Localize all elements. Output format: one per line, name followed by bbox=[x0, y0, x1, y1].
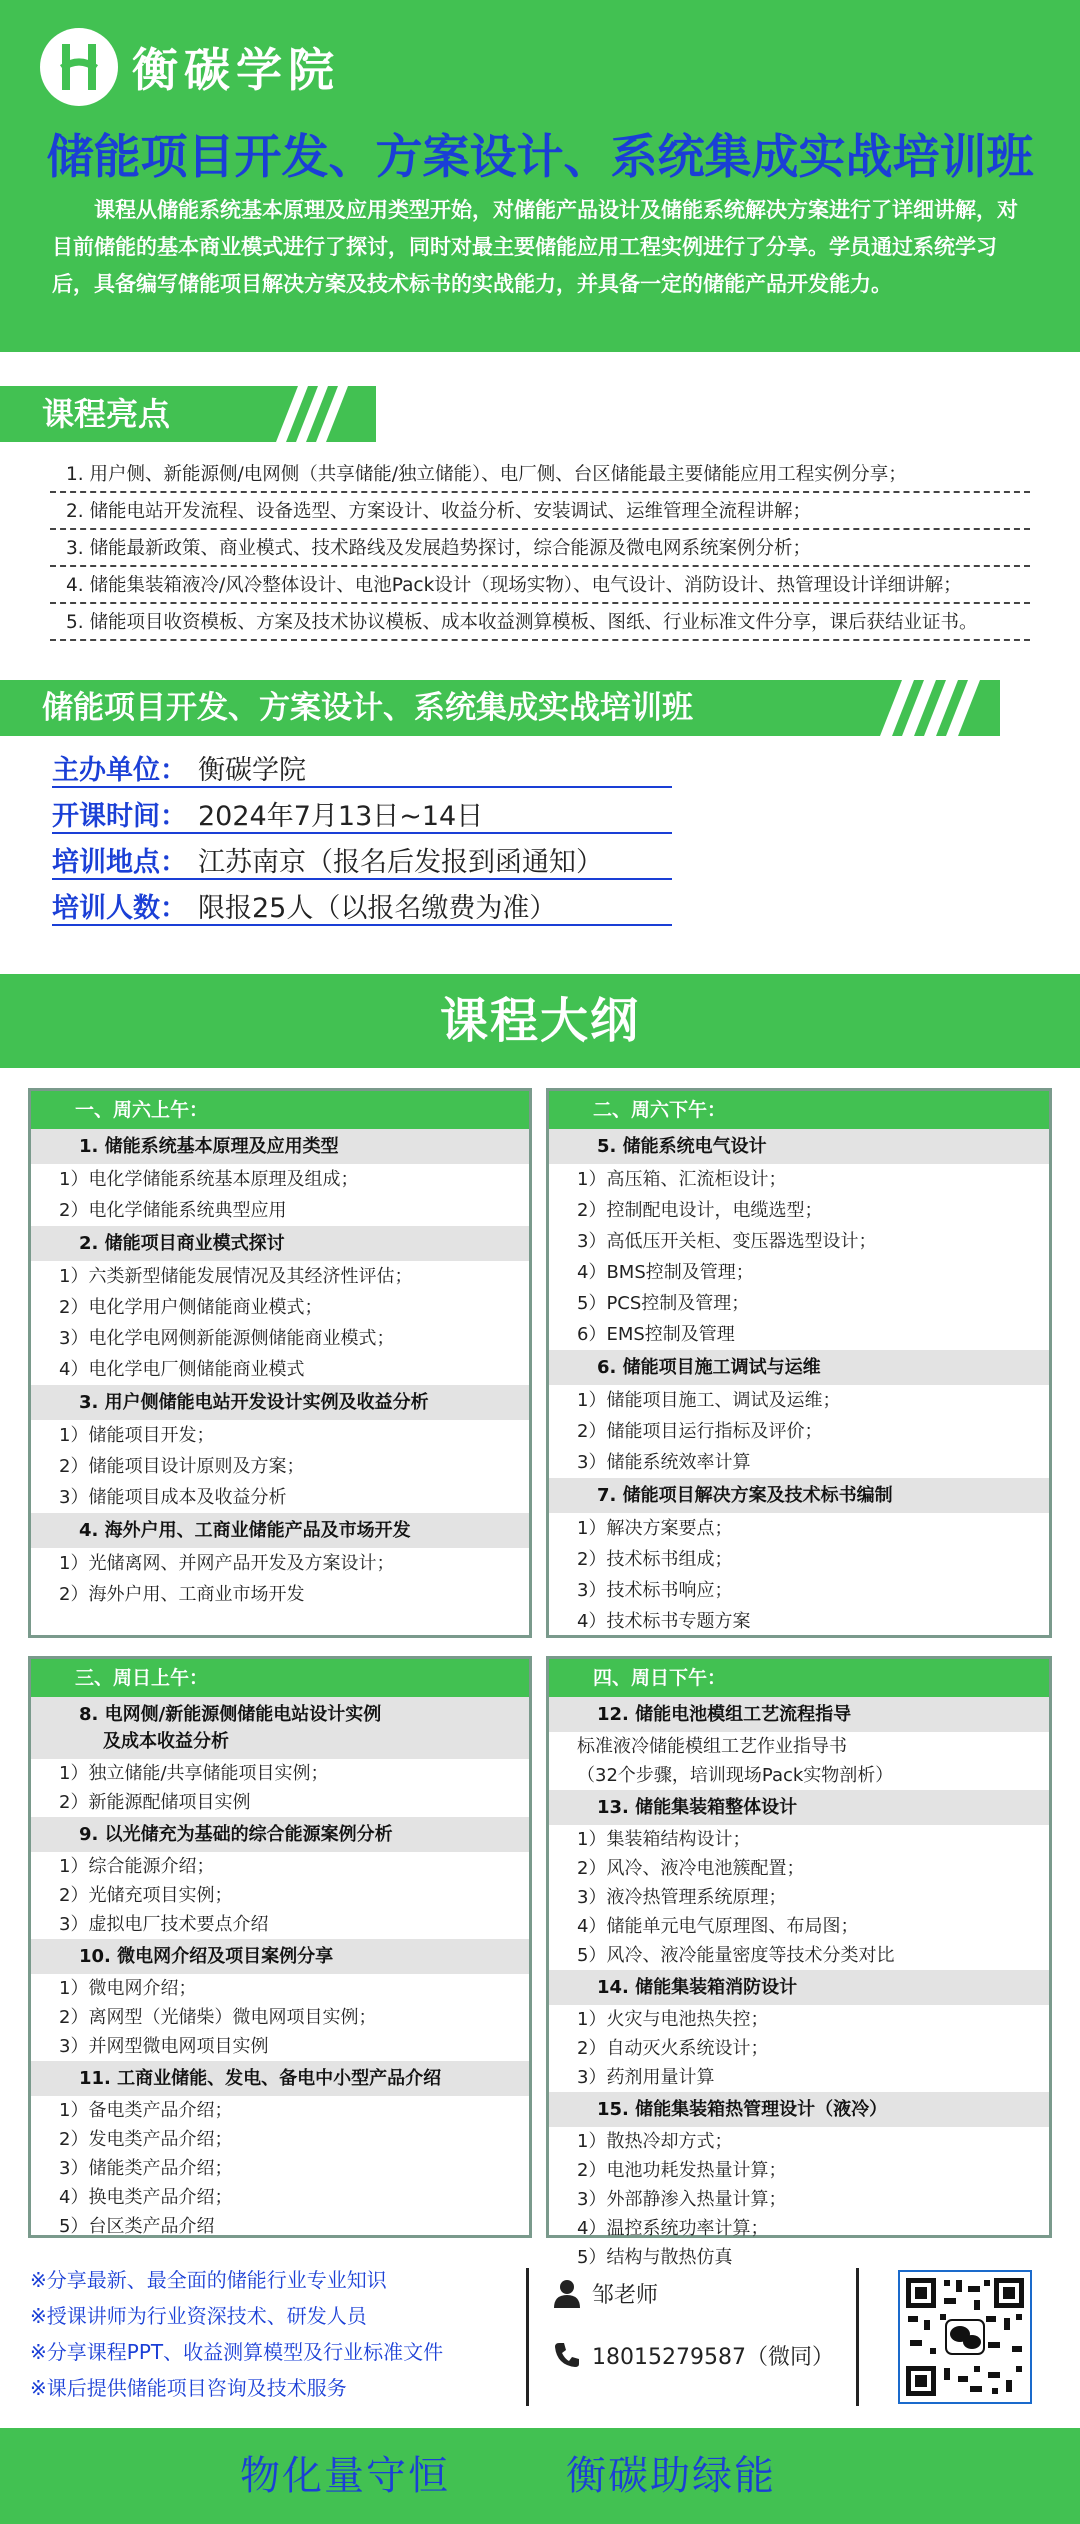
contact-person bbox=[550, 2268, 834, 2318]
module-line: 1）集装箱结构设计； bbox=[577, 1829, 751, 1850]
contact-name: 邹老师 bbox=[592, 2282, 659, 2308]
module-title: 14. 储能集装箱消防设计 bbox=[549, 1970, 1049, 2005]
highlights-list bbox=[50, 456, 1030, 641]
person-icon bbox=[550, 2278, 584, 2308]
module-line: 1）综合能源介绍； bbox=[59, 1856, 215, 1877]
module-line: 2）自动灭火系统设计； bbox=[577, 2038, 769, 2059]
feature-item: ※分享课程PPT、收益测算模型及行业标准文件 bbox=[30, 2340, 444, 2364]
module-line: 2）储能项目设计原则及方案； bbox=[59, 1456, 305, 1477]
module-line: 2）电化学储能系统典型应用 bbox=[59, 1200, 287, 1221]
module-line: 1）备电类产品介绍； bbox=[59, 2100, 233, 2121]
info-banner-title: 储能项目开发、方案设计、系统集成实战培训班 bbox=[42, 690, 693, 726]
module-line: 2）光储充项目实例； bbox=[59, 1885, 233, 1906]
outline-box-sun-pm bbox=[546, 1656, 1052, 2268]
module-line: 4）换电类产品介绍； bbox=[59, 2187, 233, 2208]
module-line: 4）BMS控制及管理； bbox=[577, 1262, 754, 1283]
module-line: 1）储能项目开发； bbox=[59, 1425, 215, 1446]
module-title: 2. 储能项目商业模式探讨 bbox=[31, 1226, 529, 1261]
module-line: 3）电化学电网侧新能源侧储能商业模式； bbox=[59, 1328, 395, 1349]
feature-item: ※分享最新、最全面的储能行业专业知识 bbox=[30, 2268, 387, 2292]
outline-banner: 课程大纲 bbox=[0, 974, 1080, 1068]
box-header: 二、周六下午： bbox=[549, 1091, 1049, 1129]
slogan-left: 物化量守恒 bbox=[240, 2453, 450, 2499]
module-line: 3）药剂用量计算 bbox=[577, 2067, 715, 2088]
module-line: 2）储能项目运行指标及评价； bbox=[577, 1421, 823, 1442]
module-line: 3）储能系统效率计算 bbox=[577, 1452, 751, 1473]
qr-code-icon bbox=[898, 2270, 1032, 2404]
module-line: 2）离网型（光储柴）微电网项目实例； bbox=[59, 2007, 377, 2028]
module-line: 2）电化学用户侧储能商业模式； bbox=[59, 1297, 323, 1318]
module-line: 3）储能项目成本及收益分析 bbox=[59, 1487, 287, 1508]
module-line: 4）温控系统功率计算； bbox=[577, 2218, 769, 2239]
info-label: 培训人数： bbox=[52, 892, 187, 924]
module-line: 2）新能源配储项目实例 bbox=[59, 1792, 251, 1813]
module-line: 2）控制配电设计，电缆选型； bbox=[577, 1200, 823, 1221]
module-line: 1）光储离网、并网产品开发及方案设计； bbox=[59, 1553, 395, 1574]
features-list bbox=[30, 2262, 510, 2406]
info-value: 江苏南京（报名后发报到函通知） bbox=[198, 846, 603, 878]
module-title: 13. 储能集装箱整体设计 bbox=[549, 1790, 1049, 1825]
module-line: 1）独立储能/共享储能项目实例； bbox=[59, 1763, 329, 1784]
outline-box-sat-am bbox=[28, 1088, 532, 1638]
module-line: 1）解决方案要点； bbox=[577, 1518, 733, 1539]
box-header: 一、周六上午： bbox=[31, 1091, 529, 1129]
logo-mark-icon bbox=[40, 28, 118, 106]
highlights-title: 课程亮点 bbox=[42, 395, 171, 433]
logo bbox=[40, 28, 340, 106]
module-line: 3）虚拟电厂技术要点介绍 bbox=[59, 1914, 269, 1935]
module-line: 2）海外户用、工商业市场开发 bbox=[59, 1584, 305, 1605]
module-title: 5. 储能系统电气设计 bbox=[549, 1129, 1049, 1164]
info-row-capacity bbox=[52, 886, 672, 926]
module-title: 11. 工商业储能、发电、备电中小型产品介绍 bbox=[31, 2061, 529, 2096]
module-line: 5）PCS控制及管理； bbox=[577, 1293, 750, 1314]
module-line: 1）散热冷却方式； bbox=[577, 2131, 733, 2152]
module-line: 1）储能项目施工、调试及运维； bbox=[577, 1390, 841, 1411]
list-item: 5. 储能项目收资模板、方案及技术协议模板、成本收益测算模板、图纸、行业标准文件分享，课后获结业证书。 bbox=[50, 604, 1030, 641]
module-title: 4. 海外户用、工商业储能产品及市场开发 bbox=[31, 1513, 529, 1548]
module-line: 4）储能单元电气原理图、布局图； bbox=[577, 1916, 859, 1937]
info-row-location bbox=[52, 840, 672, 880]
info-banner bbox=[0, 680, 1000, 736]
list-item: 3. 储能最新政策、商业模式、技术路线及发展趋势探讨，综合能源及微电网系统案例分析； bbox=[50, 530, 1030, 567]
module-title: 10. 微电网介绍及项目案例分享 bbox=[31, 1939, 529, 1974]
phone-icon bbox=[550, 2341, 584, 2369]
module-title: 12. 储能电池模组工艺流程指导 bbox=[549, 1697, 1049, 1732]
module-line: 3）技术标书响应； bbox=[577, 1580, 733, 1601]
module-line: 4）技术标书专题方案 bbox=[577, 1611, 751, 1632]
module-line: 2）风冷、液冷电池簇配置； bbox=[577, 1858, 805, 1879]
course-info bbox=[52, 748, 672, 932]
info-label: 培训地点： bbox=[52, 846, 187, 878]
module-line: 5）台区类产品介绍 bbox=[59, 2216, 215, 2237]
contact-phone[interactable] bbox=[550, 2330, 834, 2380]
module-title: 1. 储能系统基本原理及应用类型 bbox=[31, 1129, 529, 1164]
module-line: 3）储能类产品介绍； bbox=[59, 2158, 233, 2179]
module-title: 7. 储能项目解决方案及技术标书编制 bbox=[549, 1478, 1049, 1513]
feature-item: ※授课讲师为行业资深技术、研发人员 bbox=[30, 2304, 367, 2328]
info-value: 限报25人（以报名缴费为准） bbox=[198, 892, 557, 924]
page-title: 储能项目开发、方案设计、系统集成实战培训班 bbox=[46, 130, 1034, 185]
module-line: 1）六类新型储能发展情况及其经济性评估； bbox=[59, 1266, 413, 1287]
module-line: 1）火灾与电池热失控； bbox=[577, 2009, 769, 2030]
list-item: 4. 储能集装箱液冷/风冷整体设计、电池Pack设计（现场实物）、电气设计、消防设计、热管理设计详细讲解； bbox=[50, 567, 1030, 604]
divider bbox=[526, 2268, 529, 2406]
module-title: 6. 储能项目施工调试与运维 bbox=[549, 1350, 1049, 1385]
module-title: 9. 以光储充为基础的综合能源案例分析 bbox=[31, 1817, 529, 1852]
feature-item: ※课后提供储能项目咨询及技术服务 bbox=[30, 2376, 347, 2400]
module-line: 3）并网型微电网项目实例 bbox=[59, 2036, 269, 2057]
phone-number: 18015279587（微同） bbox=[592, 2344, 834, 2370]
logo-text: 衡碳学院 bbox=[132, 43, 340, 97]
list-item: 2. 储能电站开发流程、设备选型、方案设计、收益分析、安装调试、运维管理全流程讲解； bbox=[50, 493, 1030, 530]
info-label: 主办单位： bbox=[52, 754, 187, 786]
contact-block bbox=[550, 2268, 834, 2392]
module-line: 1）微电网介绍； bbox=[59, 1978, 197, 1999]
module-line: 标准液冷储能模组工艺作业指导书 bbox=[577, 1736, 847, 1757]
module-title: 8. 电网侧/新能源侧储能电站设计实例 bbox=[31, 1697, 529, 1727]
module-title: 15. 储能集装箱热管理设计（液冷） bbox=[549, 2092, 1049, 2127]
footer bbox=[0, 2428, 1080, 2524]
module-line: 1）高压箱、汇流柜设计； bbox=[577, 1169, 787, 1190]
stripes-icon bbox=[880, 680, 1000, 736]
module-line: 1）电化学储能系统基本原理及组成； bbox=[59, 1169, 359, 1190]
outline-box-sun-am bbox=[28, 1656, 532, 2238]
module-line: 3）高低压开关柜、变压器选型设计； bbox=[577, 1231, 877, 1252]
stripes-icon bbox=[276, 386, 386, 442]
outline-box-sat-pm bbox=[546, 1088, 1052, 1638]
box-header: 三、周日上午： bbox=[31, 1659, 529, 1697]
module-title-cont: 及成本收益分析 bbox=[31, 1727, 529, 1759]
info-value: 衡碳学院 bbox=[198, 754, 306, 786]
info-row-organizer bbox=[52, 748, 672, 788]
module-line: 3）液冷热管理系统原理； bbox=[577, 1887, 787, 1908]
module-line: 2）发电类产品介绍； bbox=[59, 2129, 233, 2150]
box-header: 四、周日下午： bbox=[549, 1659, 1049, 1697]
module-line: 4）电化学电厂侧储能商业模式 bbox=[59, 1359, 305, 1380]
slogan-right: 衡碳助绿能 bbox=[566, 2453, 776, 2499]
module-title: 3. 用户侧储能电站开发设计实例及收益分析 bbox=[31, 1385, 529, 1420]
intro-paragraph: 课程从储能系统基本原理及应用类型开始，对储能产品设计及储能系统解决方案进行了详细讲解，对目前储能的基本商业模式进行了探讨，同时对最主要储能应用工程实例进行了分享。学员通过系统学习后，具备编写储能项目解决方案及技术标书的实战能力，并具备一定的储能产品开发能力。 bbox=[52, 198, 1018, 296]
module-line: 2）技术标书组成； bbox=[577, 1549, 733, 1570]
info-row-time bbox=[52, 794, 672, 834]
info-value: 2024年7月13日~14日 bbox=[198, 800, 484, 832]
module-line: 6）EMS控制及管理 bbox=[577, 1324, 735, 1345]
module-line: 2）电池功耗发热量计算； bbox=[577, 2160, 787, 2181]
module-line: 3）外部静渗入热量计算； bbox=[577, 2189, 787, 2210]
header-section bbox=[0, 0, 1080, 352]
module-line: 5）结构与散热仿真 bbox=[577, 2247, 733, 2268]
list-item: 1. 用户侧、新能源侧/电网侧（共享储能/独立储能）、电厂侧、台区储能最主要储能应用工程实例分享； bbox=[50, 456, 1030, 493]
highlights-banner bbox=[0, 386, 376, 442]
divider bbox=[856, 2268, 859, 2406]
module-line: （32个步骤，培训现场Pack实物剖析） bbox=[577, 1765, 894, 1786]
info-label: 开课时间： bbox=[52, 800, 187, 832]
module-line: 5）风冷、液冷能量密度等技术分类对比 bbox=[577, 1945, 895, 1966]
